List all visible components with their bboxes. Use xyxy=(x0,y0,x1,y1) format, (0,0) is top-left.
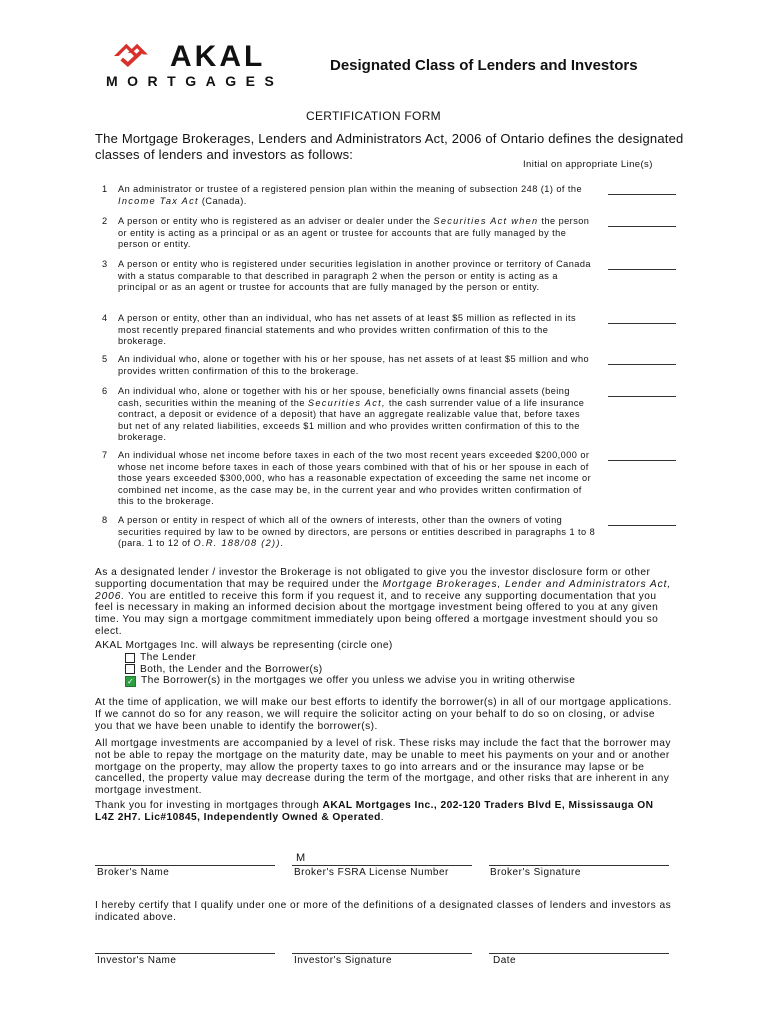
representing-section xyxy=(95,640,675,687)
broker-signature-line[interactable] xyxy=(489,865,669,866)
option-borrower[interactable]: ✓ The Borrower(s) in the mortgages we offer you unless we advise you in writing otherwise xyxy=(126,675,576,687)
risk-paragraph: All mortgage investments are accompanied by a level of risk. These risks may include the fact that the borrower may not be able to repay the mortgage on the maturity date, may be unable to meet his payments on your and or another mortgage on the property, may allow the property taxes to go into arrears and or the insurance may lapse or be cancelled, the property value may decrease during the term of the mortgage, and other risks that are inherent in any mortgage investment. xyxy=(95,738,671,797)
broker-license-label: Broker's FSRA License Number xyxy=(294,867,449,878)
investor-signature-line[interactable] xyxy=(292,953,472,954)
investor-signature-label: Investor's Signature xyxy=(294,955,393,966)
logo-wordmark: AKAL xyxy=(170,40,266,73)
intro-text: The Mortgage Brokerages, Lenders and Administrators Act, 2006 of Ontario defines the designated classes of lenders and investors as follows: xyxy=(95,131,684,162)
checkbox-icon[interactable] xyxy=(125,664,135,674)
initial-line[interactable] xyxy=(608,525,676,526)
representing-lead: AKAL Mortgages Inc. will always be representing (circle one) xyxy=(95,640,393,651)
identification-paragraph: At the time of application, we will make our best efforts to identify the borrower(s) in all of our mortgage applications. If we cannot do so for any reason, we will require the solicitor acting on your behalf to do so on closing, or advise you that we have been unable to identify the borrower(s). xyxy=(95,697,672,732)
akal-logo-icon xyxy=(104,36,164,76)
option-lender[interactable]: The Lender xyxy=(95,652,675,664)
investor-name-line[interactable] xyxy=(95,953,275,954)
certify-paragraph: I hereby certify that I qualify under one or more of the definitions of a designated classes of lenders and investors as indicated above. xyxy=(95,900,672,923)
initial-line[interactable] xyxy=(608,269,676,270)
initial-line[interactable] xyxy=(608,460,676,461)
checkbox-icon[interactable] xyxy=(125,653,135,663)
broker-name-label: Broker's Name xyxy=(97,867,170,878)
initial-line[interactable] xyxy=(608,323,676,324)
date-label: Date xyxy=(493,955,517,966)
disclosure-paragraph: As a designated lender / investor the Brokerage is not obligated to give you the investor disclosure form or other supporting documentation that may be required under the Mortgage Brokerages, Lender and Administrators Act, 2006. You are entitled to receive this form if you request it, and to receive any supporting documentation that you feel is necessary in making an informed decision about the mortgage investment being offered to you at any given time. You may sign a mortgage commitment immediately upon being offered a mortgage investment should you so elect. xyxy=(95,567,672,637)
form-name: CERTIFICATION FORM xyxy=(306,109,441,123)
initial-line[interactable] xyxy=(608,226,676,227)
document-title: Designated Class of Lenders and Investors xyxy=(330,57,638,74)
checked-checkbox-icon[interactable]: ✓ xyxy=(126,676,135,686)
broker-license-line[interactable] xyxy=(292,865,472,866)
license-prefix: M xyxy=(296,852,306,864)
initial-line[interactable] xyxy=(608,396,676,397)
broker-name-line[interactable] xyxy=(95,865,275,866)
initial-line[interactable] xyxy=(608,194,676,195)
date-line[interactable] xyxy=(489,953,669,954)
investor-name-label: Investor's Name xyxy=(97,955,177,966)
initial-column-header: Initial on appropriate Line(s) xyxy=(523,159,653,170)
broker-signature-label: Broker's Signature xyxy=(490,867,581,878)
initial-line[interactable] xyxy=(608,364,676,365)
thanks-paragraph: Thank you for investing in mortgages through AKAL Mortgages Inc., 202-120 Traders Blvd E, Mississauga ON L4Z 2H7. Lic#10845, Independently Owned & Operated. xyxy=(95,800,654,823)
logo-subtitle: MORTGAGES xyxy=(106,73,284,89)
option-both[interactable]: Both, the Lender and the Borrower(s) xyxy=(95,664,675,676)
